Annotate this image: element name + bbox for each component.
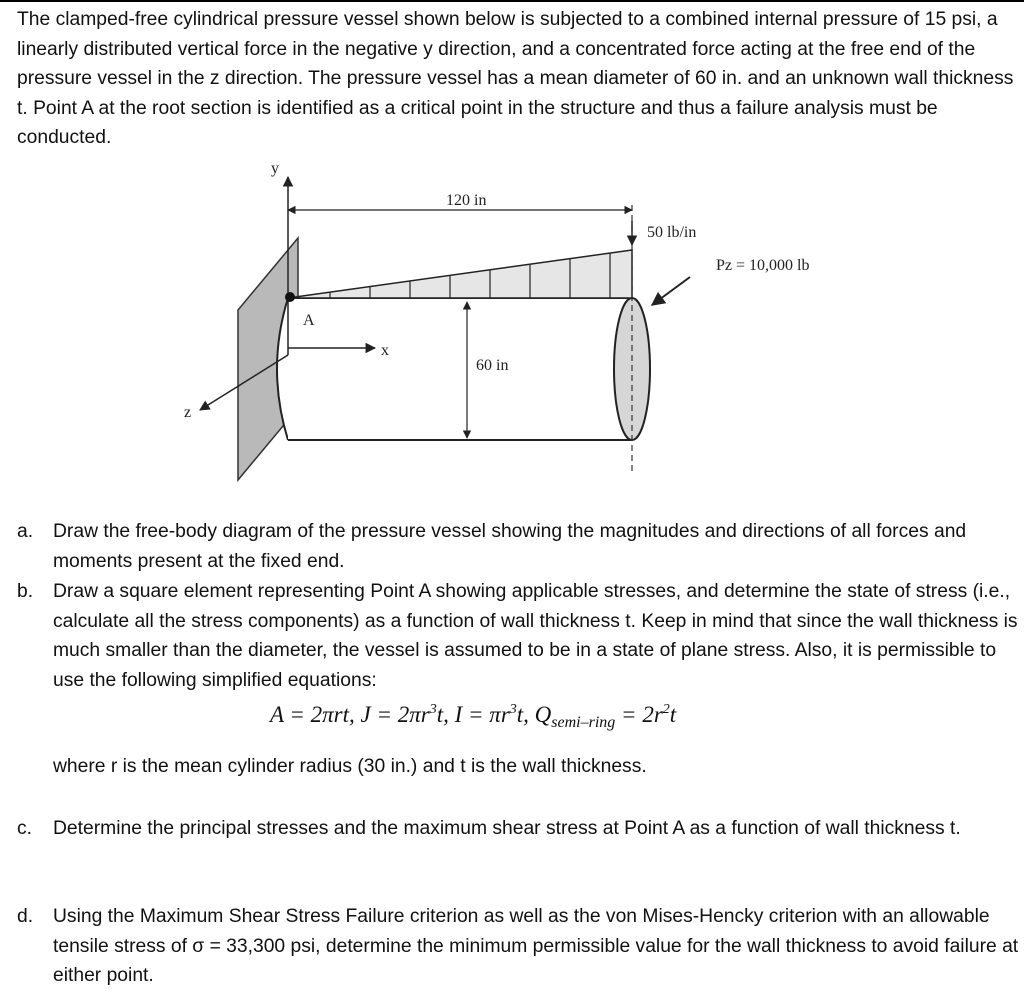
question-c-text: Determine the principal stresses and the maximum shear stress at Point A as a function of wall thickness t.	[53, 818, 961, 839]
eq-area: A = 2πrt,	[270, 702, 361, 727]
y-axis-label: y	[271, 160, 279, 177]
figure-svg	[170, 155, 850, 490]
top-rule	[0, 0, 1024, 2]
z-axis-label: z	[184, 404, 192, 421]
eq-q-sub: semi–ring	[551, 714, 616, 731]
eq-q-rhs: = 2r	[615, 702, 663, 727]
pressure-vessel-figure	[170, 155, 850, 490]
question-a-letter: a.	[17, 521, 34, 542]
point-a-label: A	[303, 312, 315, 329]
eq-j-exp: 3	[429, 702, 437, 717]
distributed-load	[288, 250, 632, 298]
eq-i-rhs: t,	[516, 702, 535, 727]
x-axis-label: x	[381, 342, 389, 359]
pz-force-arrow	[652, 277, 690, 305]
problem-intro: The clamped-free cylindrical pressure vessel shown below is subjected to a combined internal pressure of 15 psi, a linearly distributed vertical force in the negative y direction, and a concentrated force acting at the free end of the pressure vessel in the z direction. The pressure vessel has a mean diameter of 60 in. and an unknown wall thickness t. Point A at the root section is identified as a critical point in the structure and thus a failure analysis must be conducted.	[17, 9, 1014, 148]
diameter-label: 60 in	[476, 357, 509, 374]
question-b-letter: b.	[17, 581, 34, 602]
where-note: where r is the mean cylinder radius (30 in.) and t is the wall thickness.	[53, 756, 647, 777]
question-a-text: Draw the free-body diagram of the pressure vessel showing the magnitudes and directions of all forces and moments present at the fixed end.	[53, 521, 967, 572]
pz-force-label: Pz = 10,000 lb	[716, 257, 810, 274]
eq-q-end: t	[669, 702, 677, 727]
cylinder-fill	[288, 298, 632, 440]
load-label: 50 lb/in	[647, 224, 697, 241]
eq-q: Q	[534, 702, 552, 727]
eq-q-exp: 2	[662, 702, 670, 717]
question-d-text: Using the Maximum Shear Stress Failure criterion as well as the von Mises-Hencky criterion with an allowable tensile stress of σ = 33,300 psi, determine the minimum permissible value for the wall thickness to avoid failure at either point.	[53, 906, 1019, 986]
eq-j-rhs: t,	[436, 702, 455, 727]
question-d-letter: d.	[17, 906, 34, 927]
length-label: 120 in	[446, 192, 487, 209]
eq-i: I = πr	[454, 702, 510, 727]
simplified-equations	[270, 702, 676, 732]
eq-i-exp: 3	[509, 702, 517, 717]
question-b-text: Draw a square element representing Point A showing applicable stresses, and determine the state of stress (i.e., calculate all the stress components) as a function of wall thickness t. Keep in mind that since the wall thickness is much smaller than the diameter, the vessel is assumed to be in a state of plane stress. Also, it is permissible to use the following simplified equations:	[53, 581, 1018, 691]
point-a-marker	[285, 292, 295, 302]
question-c-letter: c.	[17, 818, 32, 839]
eq-j: J = 2πr	[360, 702, 430, 727]
